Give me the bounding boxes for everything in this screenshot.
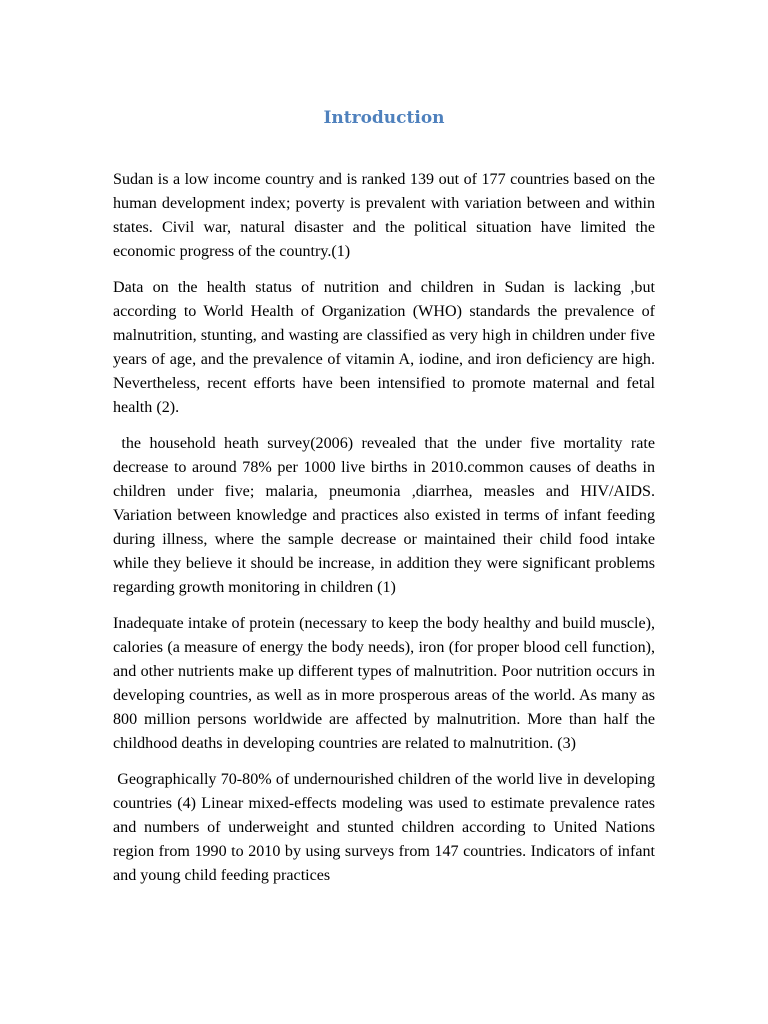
document-body [113,168,655,900]
paragraph-household-survey: the household heath survey(2006) revealed that the under five mortality rate decrease to around 78% per 1000 live births in 2010.common causes of deaths in children under five; malaria, pneumonia ,diarrhea, measles and HIV/AIDS. Variation between knowledge and practices also existed in terms of infant feeding during illness, where the sample decrease or maintained their child food intake while they believe it should be increase, in addition they were significant problems regarding growth monitoring in children (1) [113,435,655,596]
paragraph-inadequate-intake: Inadequate intake of protein (necessary to keep the body healthy and build muscle), calories (a measure of energy the body needs), iron (for proper blood cell function), and other nutrients make up different types of malnutrition. Poor nutrition occurs in developing countries, as well as in more prosperous areas of the world. As many as 800 million persons worldwide are affected by malnutrition. More than half the childhood deaths in developing countries are related to malnutrition. (3) [113,615,655,752]
page-heading: Introduction [323,108,445,128]
paragraph-geographic-distribution: Geographically 70-80% of undernourished children of the world live in developing countries (4) Linear mixed-effects modeling was used to estimate prevalence rates and numbers of underweight and stunted children according to United Nations region from 1990 to 2010 by using surveys from 147 countries. Indicators of infant and young child feeding practices [113,771,655,884]
paragraph-health-status: Data on the health status of nutrition and children in Sudan is lacking ,but according to World Health of Organization (WHO) standards the prevalence of malnutrition, stunting, and wasting are classified as very high in children under five years of age, and the prevalence of vitamin A, iodine, and iron deficiency are high. Nevertheless, recent efforts have been intensified to promote maternal and fetal health (2). [113,279,655,416]
paragraph-sudan-overview: Sudan is a low income country and is ranked 139 out of 177 countries based on the human development index; poverty is prevalent with variation between and within states. Civil war, natural disaster and the political situation have limited the economic progress of the country.(1) [113,171,655,260]
